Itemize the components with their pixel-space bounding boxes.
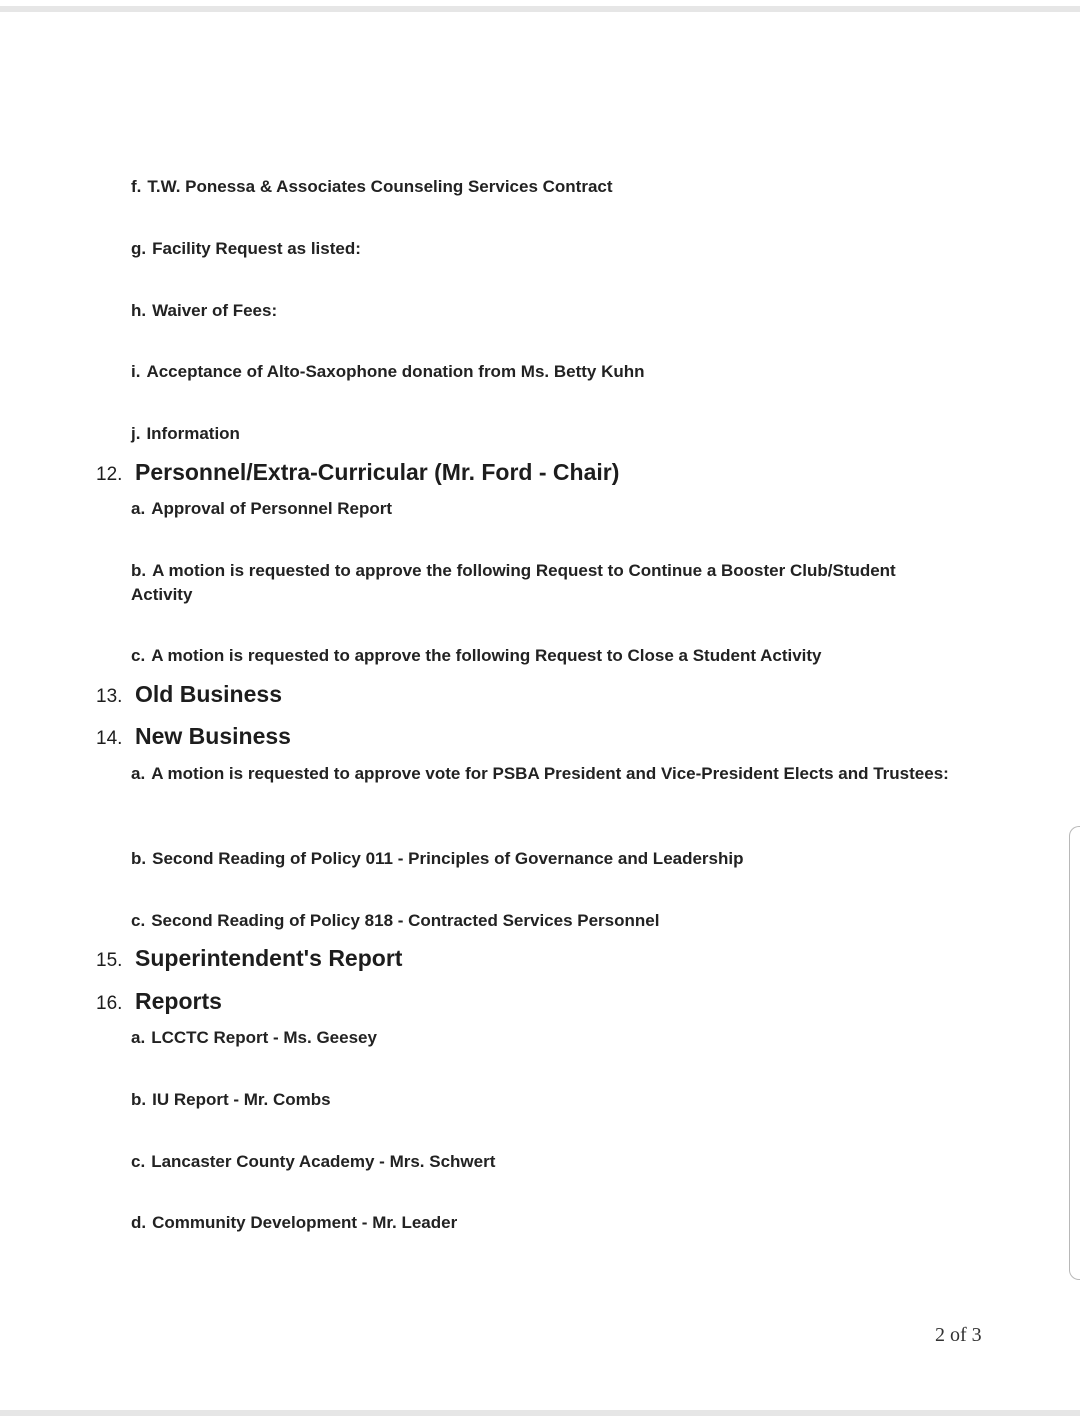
item-letter: a. [131, 1028, 146, 1047]
agenda-item [131, 175, 951, 199]
item-text: Lancaster County Academy - Mrs. Schwert [151, 1152, 496, 1171]
agenda-item [131, 1026, 951, 1050]
section-title: New Business [135, 723, 291, 749]
agenda-item [131, 909, 951, 933]
scroll-handle[interactable] [1069, 826, 1080, 1280]
item-text: Facility Request as listed: [152, 239, 361, 258]
item-letter: j. [131, 424, 141, 443]
item-letter: i. [131, 362, 141, 381]
item-text: Community Development - Mr. Leader [152, 1213, 458, 1232]
agenda-item [131, 847, 951, 871]
page-number: 2 of 3 [935, 1324, 982, 1346]
section-title: Superintendent's Report [135, 945, 403, 971]
item-text: Waiver of Fees: [152, 301, 278, 320]
item-letter: a. [131, 764, 146, 783]
item-letter: c. [131, 646, 146, 665]
item-text: A motion is requested to approve vote for PSBA President and Vice-President Elects and Trustees: [151, 764, 949, 783]
item-text: T.W. Ponessa & Associates Counseling Services Contract [147, 177, 613, 196]
agenda-item [131, 360, 951, 384]
section-heading [96, 459, 976, 486]
item-letter: c. [131, 1152, 146, 1171]
item-letter: b. [131, 1090, 147, 1109]
section-number: 16. [96, 993, 123, 1014]
page-bottom-edge [0, 1410, 1080, 1416]
section-number: 15. [96, 950, 123, 971]
item-letter: d. [131, 1213, 147, 1232]
section-title: Old Business [135, 681, 282, 707]
agenda-item [131, 644, 951, 668]
item-letter: b. [131, 849, 147, 868]
item-letter: b. [131, 561, 147, 580]
section-number: 13. [96, 686, 123, 707]
agenda-item [131, 299, 951, 323]
agenda-item [131, 237, 951, 261]
section-heading [96, 988, 976, 1015]
page-top-edge [0, 6, 1080, 12]
agenda-item [131, 422, 951, 446]
item-letter: a. [131, 499, 146, 518]
section-heading [96, 723, 976, 750]
item-text: Approval of Personnel Report [151, 499, 393, 518]
item-text: LCCTC Report - Ms. Geesey [151, 1028, 377, 1047]
agenda-item [131, 762, 951, 786]
item-letter: c. [131, 911, 146, 930]
item-text: IU Report - Mr. Combs [152, 1090, 331, 1109]
section-number: 12. [96, 464, 123, 485]
section-title: Reports [135, 988, 222, 1014]
item-text: Information [146, 424, 240, 443]
section-heading [96, 945, 976, 972]
item-letter: h. [131, 301, 147, 320]
item-text: A motion is requested to approve the following Request to Continue a Booster Club/Student Activity [131, 561, 896, 604]
section-title: Personnel/Extra-Curricular (Mr. Ford - Chair) [135, 459, 620, 485]
agenda-item [131, 497, 951, 521]
section-number: 14. [96, 728, 123, 749]
item-text: Acceptance of Alto-Saxophone donation from Ms. Betty Kuhn [146, 362, 645, 381]
item-text: Second Reading of Policy 818 - Contracted Services Personnel [151, 911, 660, 930]
item-letter: f. [131, 177, 142, 196]
item-letter: g. [131, 239, 147, 258]
agenda-item [131, 1150, 951, 1174]
agenda-item [131, 1211, 951, 1235]
agenda-item [131, 559, 951, 607]
agenda-item [131, 1088, 951, 1112]
section-heading [96, 681, 976, 708]
item-text: A motion is requested to approve the following Request to Close a Student Activity [151, 646, 822, 665]
item-text: Second Reading of Policy 011 - Principles of Governance and Leadership [152, 849, 744, 868]
